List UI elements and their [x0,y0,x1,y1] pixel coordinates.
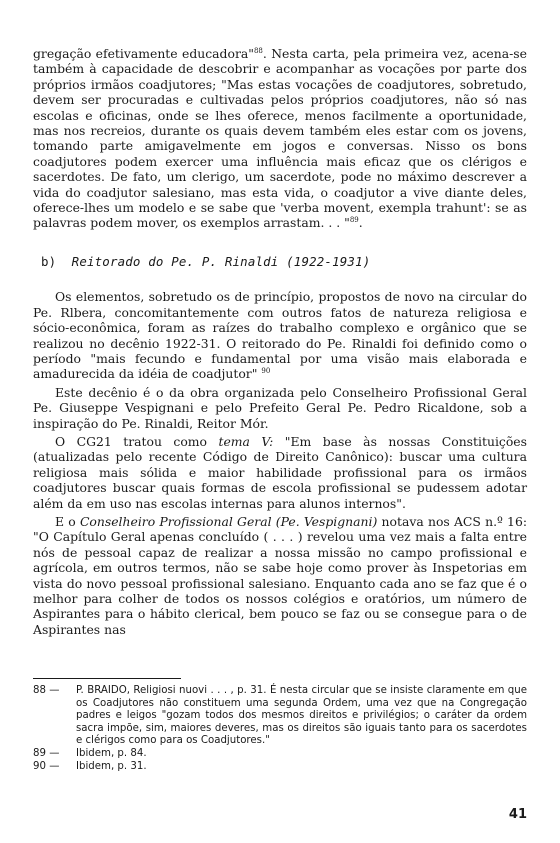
paragraph-2-text: Os elementos, sobretudo os de princípio, propostos de novo na circular do Pe. Rlbera, concomitantemente com outros fatos de natureza religiosa e sócio-econômica, foram as raízes do trabalho complexo e orgânico que se realizou no decênio 1922-31. O reitorado do Pe. Rinaldi foi definido como o período "mais fecundo e fundamental por uma visão mais elaborada e amadurecida da idéia de coadjutor" [33,289,527,382]
section-heading-label: b) [41,253,57,269]
footnote-separator [33,678,181,679]
paragraph-5-text-a: E o [55,513,80,529]
paragraph-3 [33,385,527,431]
paragraph-4-text-a: O CG21 tratou como [55,433,219,449]
footnote-number: 90 — [33,760,60,772]
paragraph-3-text: Este decênio é o da obra organizada pelo Conselheiro Profissional Geral Pe. Giuseppe Vespignani e pelo Prefeito Geral Pe. Pedro Ricaldone, sob a inspiração do Pe. Rinaldi, Reitor Mór. [33,384,527,431]
footnotes [33,685,527,773]
footnote-ref-89[interactable]: 89 [349,216,359,225]
section-heading [41,254,527,269]
paragraph-4-text-b: "Em base às nossas Constituições (atualizadas pelo recente Código de Direito Canônico): buscar uma cultura religiosa mais sólida e maior habilidade profissional para os irmãos coadjutores buscar quais formas de escola profissional se pudessem adotar além da em uso nas escolas internas para alunos internos". [33,433,527,511]
footnote-text: Ibidem, p. 84. [76,747,147,759]
footnote-text: Ibidem, p. 31. [76,760,147,772]
paragraph-1-text-b: . Nesta carta, pela primeira vez, acena-se também à capacidade de descobrir e acompanhar as vocações por parte dos próprios irmãos coadjutores; "Mas estas vocações de coadjutores, sobretudo, devem ser procuradas e cultivadas pelos próprios coadjutores, não só nas escolas e oficinas, onde se lhes oferece, menos facilmente a oportunidade, mas nos recreios, durante os quais devem também eles estar com os jovens, tomando parte amigavelmente em jogos e conversas. Nisso os bons coadjutores podem exercer uma influência mais eficaz que os clérigos e sacerdotes. De fato, um clerigo, um sacerdote, pode no máximo descrever a vida do coadjutor salesiano, mas esta vida, o coadjutor a vive diante deles, oferece-lhes um modelo e se sabe que 'verba movent, exempla trahunt': se as palavras podem mover, os exemplos arrastam. . . " [33,46,527,231]
paragraph-5 [33,514,527,637]
footnote-89 [33,748,527,761]
paragraph-1 [33,46,527,231]
paragraph-1-text-a: gregação efetivamente educadora" [33,46,254,61]
paragraph-4-emphasis: tema V: [218,433,274,449]
footnote-ref-88[interactable]: 88 [253,47,263,55]
footnote-88 [33,685,527,748]
footnote-90 [33,761,527,774]
paragraph-2 [33,289,527,381]
paragraph-5-emphasis: Conselheiro Profissional Geral (Pe. Vespignani) [79,513,378,529]
main-text [33,46,527,637]
page-number: 41 [508,807,527,822]
footnote-number: 89 — [33,747,60,759]
footnote-text: P. BRAIDO, Religiosi nuovi . . . , p. 31. É nesta circular que se insiste claramente em que os Coadjutores não constituem uma segunda Ordem, uma vez que na Congregação padres e leigos "gozam todos dos mesmos direitos e privilégios; o caráter da ordem sacra impõe, sim, maiores deveres, mas os direitos são iguais tanto para os sacerdotes e clérigos como para os Coadjutores." [76,685,527,747]
footnote-ref-90[interactable]: 90 [261,367,271,376]
paragraph-4 [33,434,527,511]
footnote-number: 88 — [33,685,60,696]
section-heading-title: Reitorado do Pe. P. Rinaldi (1922-1931) [71,253,371,269]
paragraph-1-text-c: . [358,215,363,231]
paragraph-5-text-b: notava nos ACS n.º 16: "O Capítulo Geral apenas concluído ( . . . ) revelou uma vez mais a falta entre nós de pessoal capaz de realizar a nossa missão no campo profissional e agrícola, em outros termos, não se sabe hoje como prover às Inspetorias em vista do novo pessoal profissional salesiano. Enquanto cada ano se faz que é o melhor para colher de todos os nossos colégios e oratórios, um número de Aspirantes para o hábito clerical, bem pouco se faz ou se consegue para o de Aspirantes nas [33,513,527,637]
